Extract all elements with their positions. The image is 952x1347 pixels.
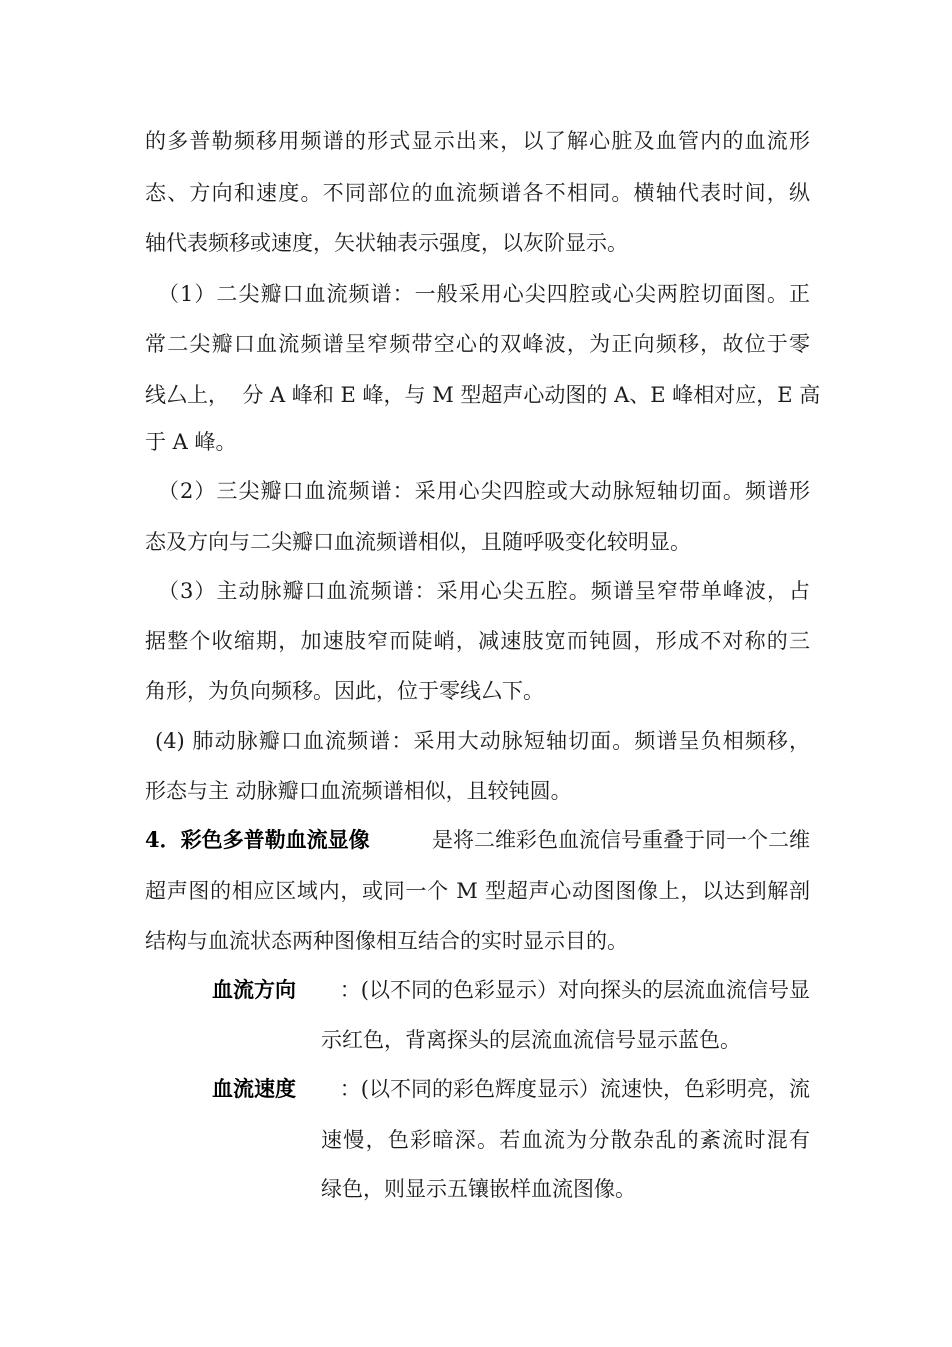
- item1-line-1: （1）二尖瓣口血流频谱：一般采用心尖四腔或心尖两腔切面图。正: [158, 282, 810, 306]
- item4-line-1: (4) 肺动脉瓣口血流频谱：采用大动脉短轴切面。频谱呈负相频移，: [155, 729, 810, 753]
- def-direction-term: 血流方向: [212, 977, 296, 1002]
- item1-line-2: 常二尖瓣口血流频谱呈窄频带空心的双峰波，为正向频移，故位于零: [145, 332, 810, 356]
- def-direction-text: ：(以不同的色彩显示）对向探头的层流血流信号显: [339, 978, 810, 1002]
- intro-line-2: 态、方向和速度。不同部位的血流频谱各不相同。横轴代表时间，纵: [145, 181, 810, 205]
- item3-line-2: 据整个收缩期，加速肢窄而陡峭，减速肢宽而钝圆，形成不对称的三: [145, 629, 810, 653]
- section-heading: 4．彩色多普勒血流显像: [145, 827, 370, 852]
- intro-line-3: 轴代表频移或速度，矢状轴表示强度，以灰阶显示。: [145, 231, 628, 255]
- item2-line-1: （2）三尖瓣口血流频谱：采用心尖四腔或大动脉短轴切面。频谱形: [158, 479, 810, 503]
- def-speed-line-3: 绿色，则显示五镶嵌样血流图像。: [321, 1177, 636, 1201]
- def-speed-text: ：(以不同的彩色辉度显示）流速快，色彩明亮，流: [339, 1077, 810, 1101]
- def-direction-line-1: [212, 975, 810, 1005]
- def-speed-line-1: [212, 1074, 810, 1104]
- item2-line-2: 态及方向与二尖瓣口血流频谱相似，且随呼吸变化较明显。: [145, 530, 691, 554]
- item3-line-1: （3）主动脉瓣口血流频谱：采用心尖五腔。频谱呈窄带单峰波，占: [158, 579, 810, 603]
- def-speed-term: 血流速度: [212, 1076, 296, 1101]
- section4-line-1-text: 是将二维彩色血流信号重叠于同一个二维: [432, 828, 810, 852]
- section4-line-1: [145, 825, 810, 855]
- item4-line-2: 形态与主 动脉瓣口血流频谱相似，且较钝圆。: [145, 779, 572, 803]
- intro-line-1: 的多普勒频移用频谱的形式显示出来，以了解心脏及血管内的血流形: [145, 129, 810, 153]
- def-speed-line-2: 速慢，色彩暗深。若血流为分散杂乱的紊流时混有: [321, 1128, 810, 1152]
- section4-line-2: 超声图的相应区域内，或同一个 M 型超声心动图图像上，以达到解剖: [145, 879, 810, 903]
- section4-line-3: 结构与血流状态两种图像相互结合的实时显示目的。: [145, 929, 628, 953]
- def-direction-line-2: 示红色，背离探头的层流血流信号显示蓝色。: [321, 1028, 741, 1052]
- item1-line-3: 线厶上， 分 A 峰和 E 峰，与 M 型超声心动图的 A、E 峰相对应，E 高: [145, 383, 821, 407]
- item3-line-3: 角形，为负向频移。因此，位于零线厶下。: [145, 679, 544, 703]
- item1-line-4: 于 A 峰。: [145, 430, 237, 454]
